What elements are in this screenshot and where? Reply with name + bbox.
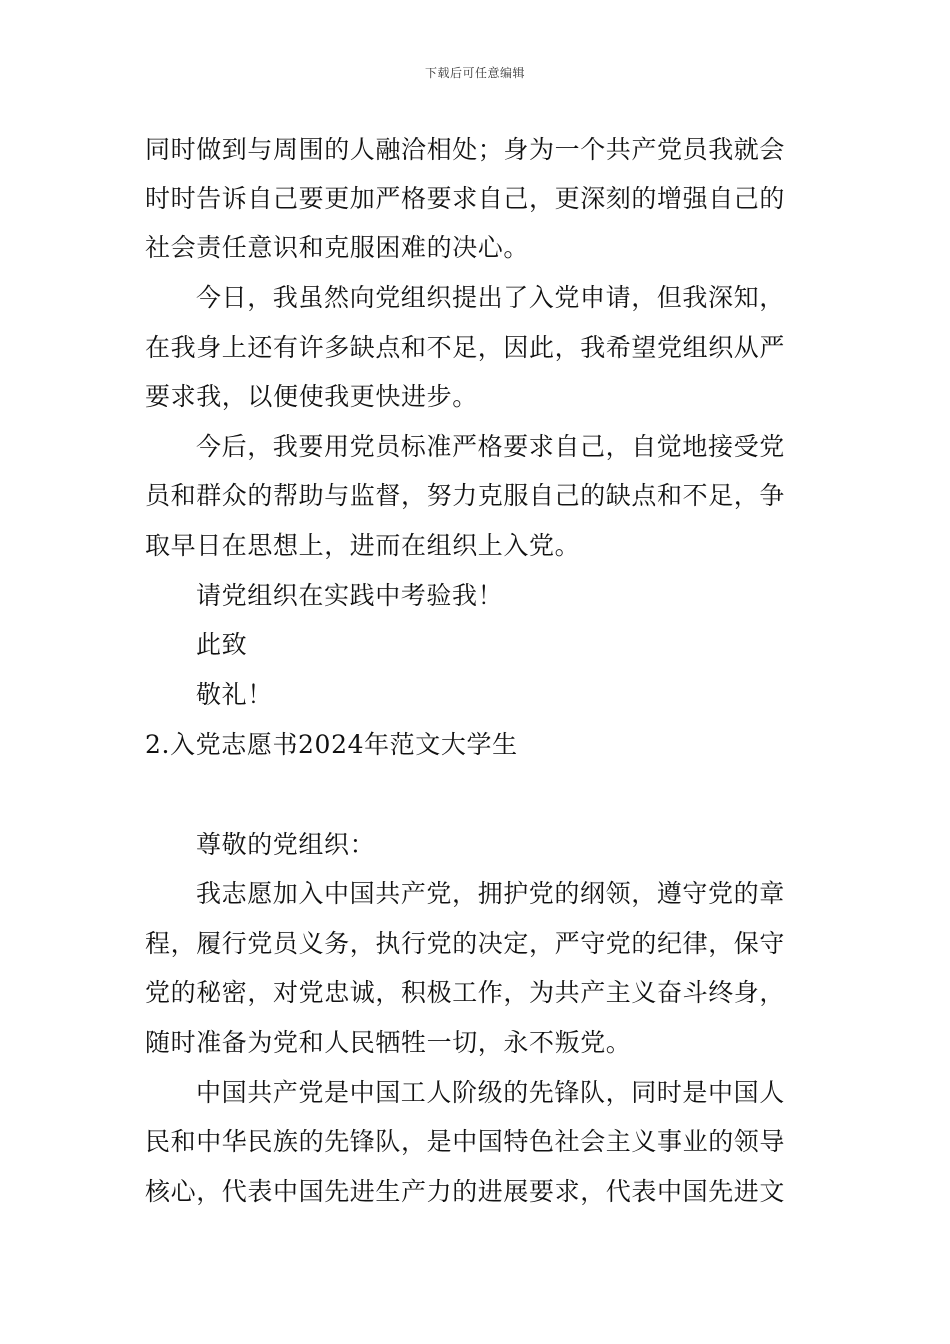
- text-line: 员和群众的帮助与监督，努力克服自己的缺点和不足，争: [145, 481, 786, 510]
- text-line: 民和中华民族的先锋队，是中国特色社会主义事业的领导: [145, 1127, 786, 1156]
- text-line: 我志愿加入中国共产党，拥护党的纲领，遵守党的章: [196, 879, 785, 908]
- text-line: 今后，我要用党员标准严格要求自己，自觉地接受党: [196, 432, 785, 461]
- text-line: 今日，我虽然向党组织提出了入党申请，但我深知，: [196, 283, 785, 312]
- text-line: 要求我，以便使我更快进步。: [145, 382, 478, 411]
- section-heading: 2.入党志愿书2024年范文大学生: [145, 730, 518, 759]
- text-line: 请党组织在实践中考验我！: [196, 581, 504, 610]
- text-line: 尊敬的党组织：: [196, 830, 376, 859]
- text-line: 同时做到与周围的人融洽相处；身为一个共产党员我就会: [145, 135, 786, 164]
- text-line: 敬礼！: [196, 680, 273, 709]
- text-line: 党的秘密，对党忠诚，积极工作，为共产主义奋斗终身，: [145, 978, 786, 1007]
- text-line: 中国共产党是中国工人阶级的先锋队，同时是中国人: [196, 1078, 785, 1107]
- text-line: 此致: [196, 630, 248, 659]
- page-header: 下载后可任意编辑: [424, 66, 525, 80]
- text-line: 随时准备为党和人民牺牲一切，永不叛党。: [145, 1028, 632, 1057]
- text-line: 核心，代表中国先进生产力的进展要求，代表中国先进文: [145, 1177, 786, 1206]
- text-line: 时时告诉自己要更加严格要求自己，更深刻的增强自己的: [145, 184, 786, 213]
- text-line: 程，履行党员义务，执行党的决定，严守党的纪律，保守: [145, 929, 786, 958]
- text-line: 在我身上还有许多缺点和不足，因此，我希望党组织从严: [145, 333, 786, 362]
- text-line: 取早日在思想上，进而在组织上入党。: [145, 531, 581, 560]
- text-line: 社会责任意识和克服困难的决心。: [145, 233, 530, 262]
